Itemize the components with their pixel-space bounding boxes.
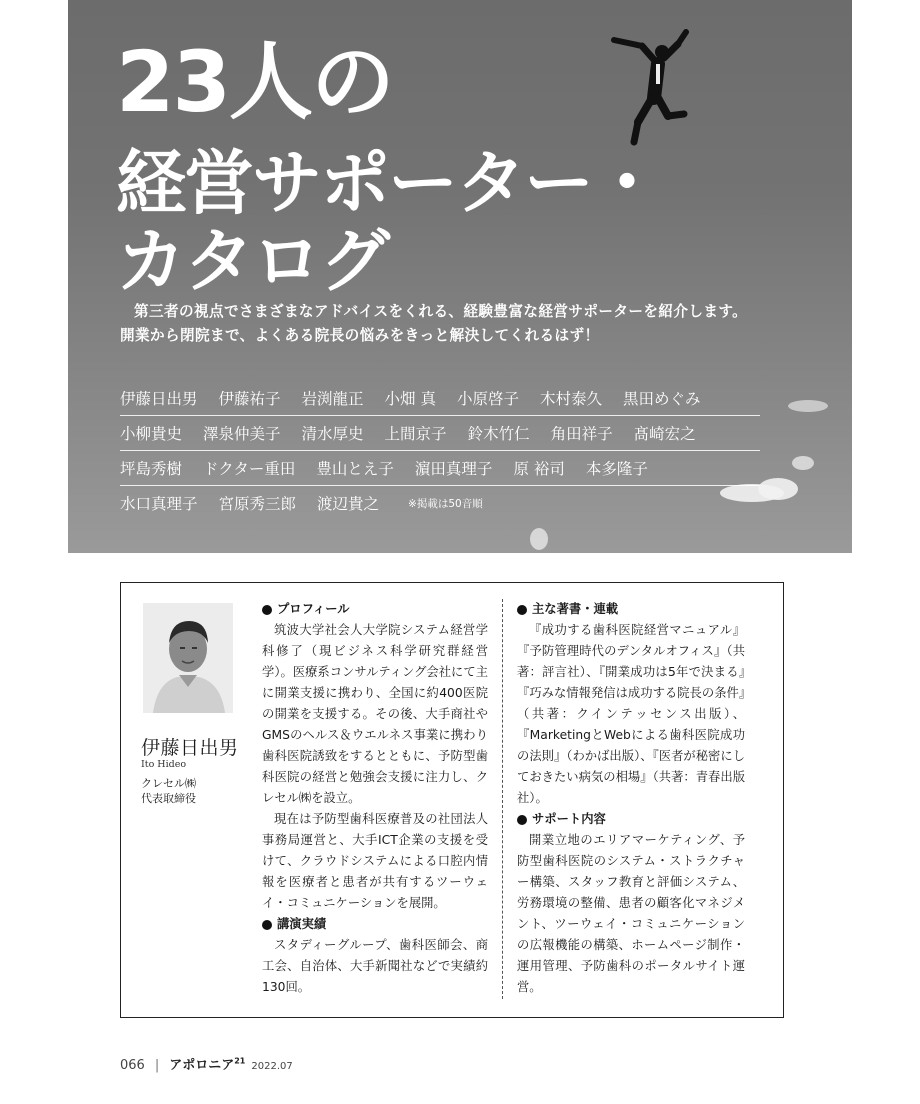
supporter-name: 濵田真理子: [414, 460, 493, 478]
supporter-name: 水口真理子: [120, 495, 198, 513]
books-paragraph: 『成功する歯科医院経営マニュアル』『予防管理時代のデンタルオフィス』（共著：評言社）、『開業成功は5年で決まる』『巧みな情報発信は成功する院長の条件』（共著：クインテッセンス出版）、『MarketingとWebによる歯科医院成功の法則』（わかば出版）、『医者が秘密にしておきたい病気の相場』（共著：青春出版社）。: [517, 623, 745, 805]
section-heading-profile: プロフィール: [262, 599, 488, 620]
supporter-name: 小畑 真: [384, 390, 436, 408]
person-name: 伊藤日出男: [141, 737, 239, 759]
profile-column-left: [262, 599, 488, 998]
supporter-name: 伊藤祐子: [218, 390, 281, 408]
lectures-paragraph: スタディーグループ、歯科医師会、商工会、自治体、大手新聞社などで実績約130回。: [262, 938, 488, 994]
section-heading-support: サポート内容: [517, 809, 745, 830]
supporter-name: 渡辺貴之: [317, 495, 380, 513]
supporter-name: 坪島秀樹: [120, 460, 183, 478]
supporter-name: 上間京子: [384, 425, 447, 443]
supporter-name: 伊藤日出男: [120, 390, 198, 408]
portrait-icon: [143, 603, 233, 713]
cloud: [758, 478, 798, 500]
name-row: [120, 416, 760, 451]
cloud: [788, 400, 828, 412]
footer-separator: |: [154, 1058, 160, 1073]
profile-photo: [143, 603, 233, 713]
support-paragraph: 開業立地のエリアマーケティング、予防型歯科医院のシステム・ストラクチャー構築、スタッフ教育と評価システム、労務環境の整備、患者の顧客化マネジメント、ツーウェイ・コミュニケーションの広報機能の構築、ホームページ制作・運用管理、予防歯科のポータルサイト運営。: [517, 833, 745, 994]
cloud: [792, 456, 814, 470]
supporter-name: 小原啓子: [456, 390, 519, 408]
page-footer: [120, 1054, 293, 1073]
supporter-name: 本多隆子: [585, 460, 648, 478]
lead-line-1: 第三者の視点でさまざまなアドバイスをくれる、経験豊富な経営サポーターを紹介します。: [134, 303, 748, 320]
supporter-name: 髙崎宏之: [633, 425, 696, 443]
profile-paragraph-2: 現在は予防型歯科医療普及の社団法人事務局運営と、大手ICT企業の支援を受けて、クラウドシステムによる口腔内情報を医療者と患者が共有するツーウェイ・コミュニケーションを展開。: [262, 812, 488, 910]
person-affiliation: [141, 776, 196, 806]
supporter-name: 宮原秀三郎: [218, 495, 297, 513]
supporter-name: 澤泉仲美子: [203, 425, 281, 443]
order-note: ※掲載は50音順: [408, 497, 483, 510]
name-row: [120, 451, 760, 486]
supporter-name: 鈴木竹仁: [467, 425, 530, 443]
company-name: クレセル㈱: [141, 777, 196, 790]
supporter-name: ドクター重田: [203, 460, 296, 478]
person-name-roman: Ito Hideo: [141, 759, 187, 770]
supporter-name: 清水厚史: [301, 425, 364, 443]
issue-date: 2022.07: [251, 1061, 293, 1072]
bullet-icon: [517, 605, 527, 615]
section-heading-lectures: 講演実績: [262, 914, 488, 935]
supporter-name-list: [120, 381, 760, 520]
lead-text: [120, 300, 820, 348]
bullet-icon: [262, 920, 272, 930]
supporter-name: 木村泰久: [540, 390, 603, 408]
bullet-icon: [262, 605, 272, 615]
name-row: [120, 486, 760, 520]
cloud: [530, 528, 548, 550]
supporter-name: 黒田めぐみ: [623, 390, 701, 408]
supporter-name: 岩渕龍正: [301, 390, 364, 408]
job-title: 代表取締役: [141, 792, 196, 805]
hero-banner: [68, 0, 852, 553]
supporter-name: 角田祥子: [550, 425, 613, 443]
title-line-3: カタログ: [116, 220, 388, 302]
magazine-name: アポロニア$^{21}$: [169, 1056, 246, 1073]
column-divider: [502, 599, 503, 999]
name-row: [120, 381, 760, 416]
supporter-name: 小柳貴史: [120, 425, 183, 443]
profile-paragraph-1: 筑波大学社会人大学院システム経営学科修了（現ビジネス科学研究群経営学）。医療系コンサルティング会社にて主に開業支援に携わり、全国に約400医院の開業を支援する。その後、大手商社やGMSのヘルス＆ウエルネス事業に携わり歯科医院誘致をするとともに、予防型歯科医院の経営と勉強会支援に注力し、クレセル㈱を設立。: [262, 623, 488, 805]
supporter-name: 原 裕司: [513, 460, 565, 478]
profile-card: [120, 582, 784, 1018]
jumping-businessman-illustration: [604, 28, 700, 148]
supporter-name: 豊山とえ子: [316, 460, 394, 478]
title-line-1: 23人の: [116, 33, 393, 131]
profile-column-right: [517, 599, 745, 998]
bullet-icon: [517, 815, 527, 825]
title-line-2: 経営サポーター・: [116, 142, 660, 224]
section-heading-books: 主な著書・連載: [517, 599, 745, 620]
page-number: 066: [120, 1058, 145, 1073]
lead-line-2: 開業から閉院まで、よくある院長の悩みをきっと解決してくれるはず！: [120, 327, 600, 344]
